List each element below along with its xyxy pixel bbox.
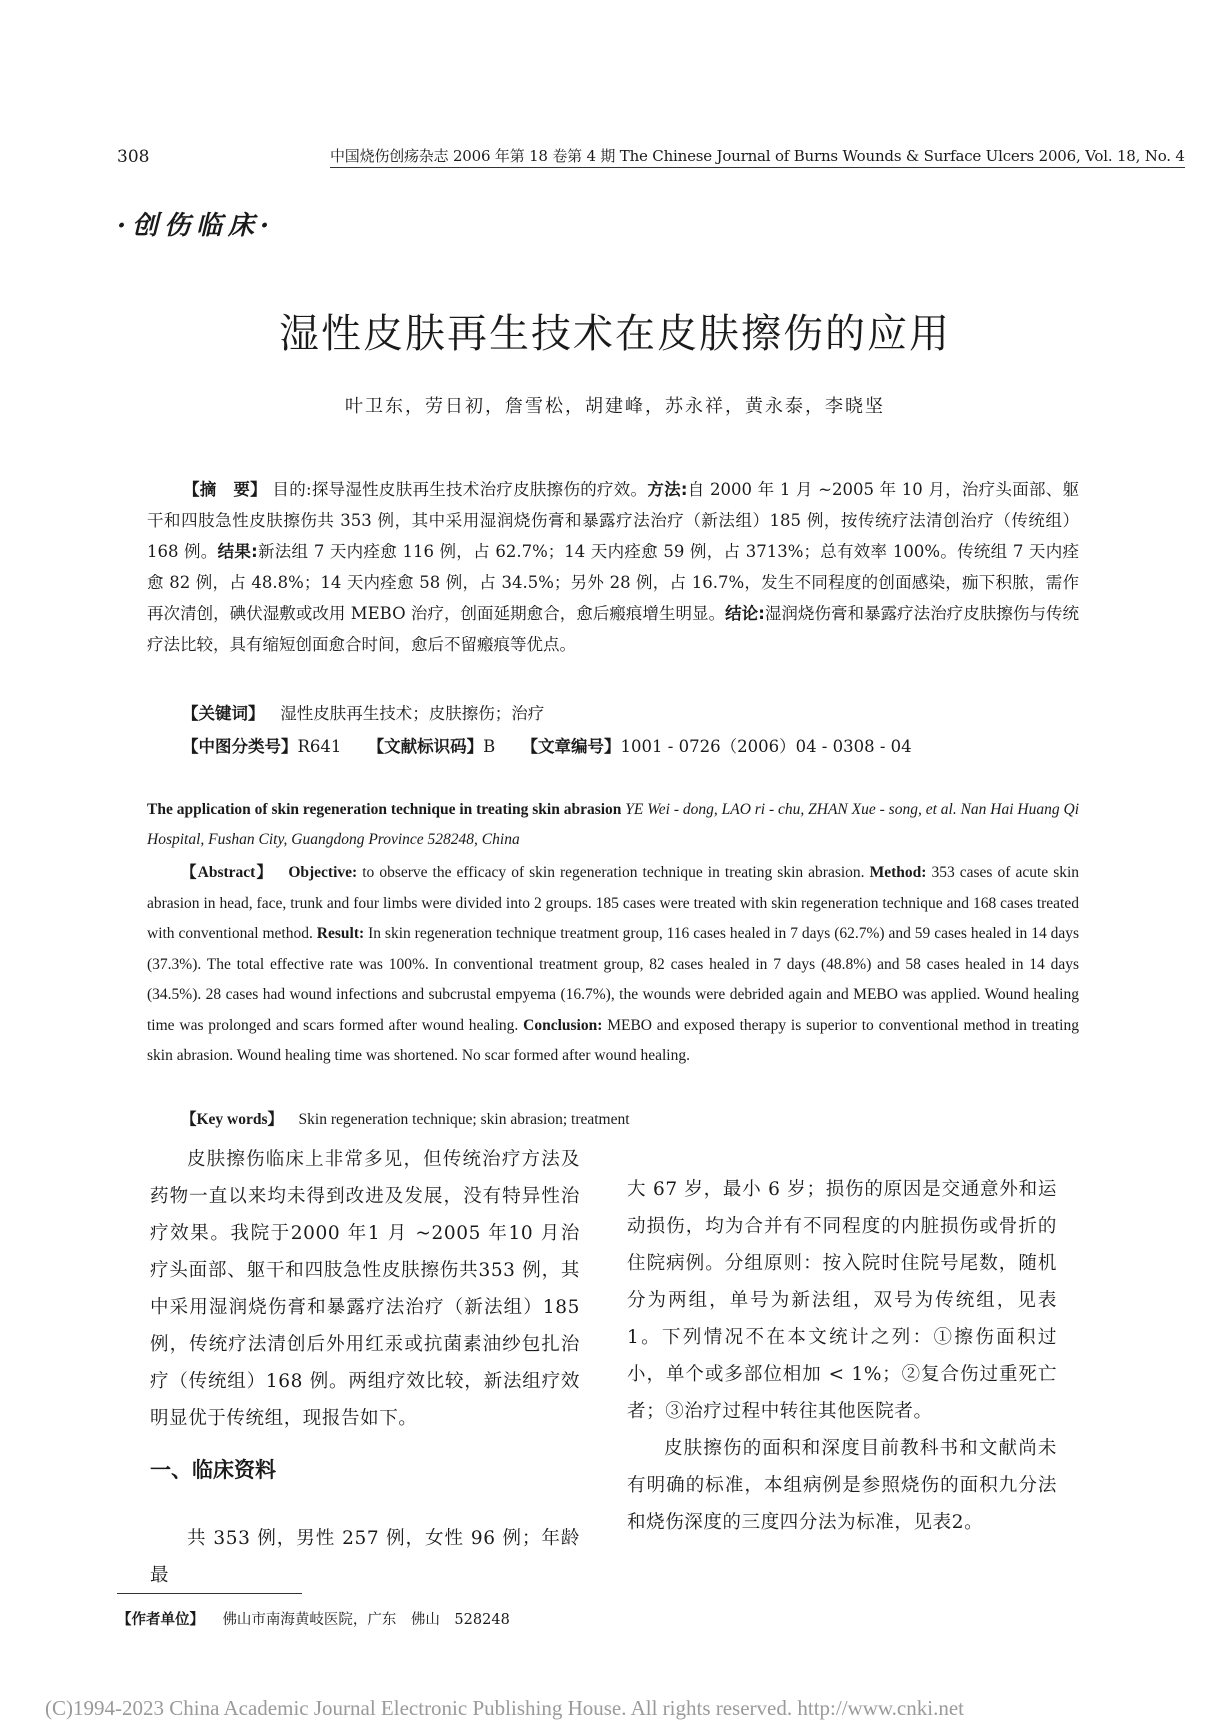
result-label: 结果:: [217, 542, 258, 561]
objective-text: 探导湿性皮肤再生技术治疗皮肤擦伤的疗效。: [311, 480, 648, 499]
en-abstract-label: 【Abstract】: [181, 864, 274, 881]
continued-paragraph: 大 67 岁，最小 6 岁；损伤的原因是交通意外和运动损伤，均为合并有不同程度的内脏损伤或骨折的住院病例。分组原则：按入院时住院号尾数，随机分为两组，单号为新法组，双号为传统组，见表 1。下列情况不在本文统计之列：①擦伤面积过小，单个或多部位相加 < 1%；②复合伤过重死亡者；③治疗过程中转往其他医院者。: [627, 1179, 1057, 1422]
clc-value: R641: [297, 737, 342, 756]
intro-paragraph: 皮肤擦伤临床上非常多见，但传统治疗方法及药物一直以来均未得到改进及发展，没有特异性治疗效果。我院于2000 年1 月 ~2005 年10 月治疗头面部、躯干和四肢急性皮肤擦伤共353 例，其中采用湿润烧伤膏和暴露疗法治疗（新法组）185 例，传统疗法清创后外用红汞或抗菌素油纱包扎治疗（传统组）168 例。两组疗效比较，新法组疗效明显优于传统组，现报告如下。: [150, 1149, 580, 1429]
article-no-value: 1001 - 0726（2006）04 - 0308 - 04: [620, 737, 912, 756]
criteria-paragraph: 皮肤擦伤的面积和深度目前教科书和文献尚未有明确的标准，本组病例是参照烧伤的面积九分法和烧伤深度的三度四分法为标准，见表2。: [627, 1438, 1057, 1533]
footnote-rule: [117, 1593, 302, 1594]
objective-label: 目的:: [272, 480, 312, 499]
english-keywords: [181, 1107, 630, 1129]
en-conclusion-label: Conclusion:: [523, 1016, 603, 1034]
en-keywords-label: 【Key words】: [181, 1111, 284, 1128]
en-method-text: 353 cases of acute skin abrasion in head, face, trunk and four limbs were divided into 2 groups. 185 cases were treated with skin regeneration technique and 168 cases treated with conventional method.: [147, 864, 1080, 942]
en-conclusion-text: MEBO and exposed therapy is superior to conventional method in treating skin abrasion. Wound healing time was shortened. No scar formed after wound healing.: [147, 1016, 1079, 1064]
doc-code-label: 【文献标识码】: [367, 737, 484, 756]
article-no-label: 【文章编号】: [521, 737, 621, 756]
running-title: 中国烧伤创疡杂志 2006 年第 18 卷第 4 期 The Chinese Journal of Burns Wounds & Surface Ulcers 2006, Vol. 18, No. 4: [330, 145, 1185, 168]
english-abstract: [147, 858, 1079, 1072]
section1-paragraph: 共 353 例，男性 257 例，女性 96 例；年龄最: [150, 1528, 580, 1586]
en-result-text: In skin regeneration technique treatment group, 116 cases healed in 7 days (62.7%) and 59 cases healed in 14 days (37.3%). The total effective rate was 100%. In conventional treatment group, 82 cases healed in 7 days (48.8%) and 58 cases healed in 14 days (34.5%). 28 cases had wound infections and subcrustal empyema (16.7%), the wounds were debrided again and MEBO was applied. Wound healing time was prolonged and scars formed after wound healing.: [147, 925, 1080, 1034]
english-affiliation: Nan Hai Huang Qi Hospital, Fushan City, Guangdong Province 528248, China: [147, 801, 1080, 848]
english-title: The application of skin regeneration technique in treating skin abrasion: [147, 801, 622, 818]
method-text: 自 2000 年 1 月 ~2005 年 10 月，治疗头面部、躯干和四肢急性皮肤擦伤共 353 例，其中采用湿润烧伤膏和暴露疗法治疗（新法组）185 例，按传统疗法清创治疗（传统组）168 例。: [147, 480, 1080, 561]
article-title: 湿性皮肤再生技术在皮肤擦伤的应用: [279, 311, 951, 357]
conclusion-text: 湿润烧伤膏和暴露疗法治疗皮肤擦伤与传统疗法比较，具有缩短创面愈合时间，愈后不留瘢痕等优点。: [147, 604, 1080, 654]
keywords-text: 湿性皮肤再生技术；皮肤擦伤；治疗: [280, 704, 545, 723]
author-affiliation-footnote: [117, 1608, 510, 1629]
result-text: 新法组 7 天内痊愈 116 例，占 62.7%；14 天内痊愈 59 例，占 3713%；总有效率 100%。传统组 7 天内痊愈 82 例，占 48.8%；14 天内痊愈 58 例，占 34.5%；另外 28 例，占 16.7%，发生不同程度的创面感染，痂下积脓，需作再次清创，碘伏湿敷或改用 MEBO 治疗，创面延期愈合，愈后瘢痕增生明显。: [147, 542, 1079, 623]
en-method-label: Method:: [869, 864, 927, 881]
doc-code-value: B: [483, 737, 496, 756]
en-result-label: Result:: [316, 925, 365, 942]
body-right-column: [627, 1171, 1057, 1541]
en-keywords-text: Skin regeneration technique; skin abrasion; treatment: [298, 1111, 630, 1128]
clc-label: 【中图分类号】: [182, 737, 298, 756]
keywords-label: 【关键词】: [182, 704, 265, 723]
page-number: 308: [117, 147, 150, 167]
en-objective-label: Objective:: [288, 864, 358, 881]
column-tag: ·创伤临床·: [117, 211, 276, 241]
chinese-keywords: [182, 700, 544, 724]
english-authors: YE Wei - dong, LAO ri - chu, ZHAN Xue - song, et al.: [625, 801, 957, 818]
abstract-label: 【摘 要】: [183, 480, 267, 499]
footnote-text: 佛山市南海黄岐医院，广东 佛山 528248: [222, 1612, 510, 1628]
classification-line: [182, 733, 912, 757]
copyright-notice: (C)1994-2023 China Academic Journal Electronic Publishing House. All rights reserved. http://www.cnki.net: [45, 1696, 964, 1720]
conclusion-label: 结论:: [725, 604, 765, 623]
section-heading: 一、临床资料: [150, 1458, 276, 1482]
en-objective-text: to observe the efficacy of skin regeneration technique in treating skin abrasion.: [362, 864, 865, 881]
body-left-column: [150, 1141, 580, 1437]
body-left-column-bottom: [150, 1520, 580, 1594]
author-list: 叶卫东，劳日初，詹雪松，胡建峰，苏永祥，黄永泰，李晓坚: [345, 396, 885, 417]
chinese-abstract: [147, 474, 1079, 660]
footnote-label: 【作者单位】: [117, 1612, 204, 1628]
english-header: [147, 795, 1079, 855]
method-label: 方法:: [647, 480, 688, 499]
